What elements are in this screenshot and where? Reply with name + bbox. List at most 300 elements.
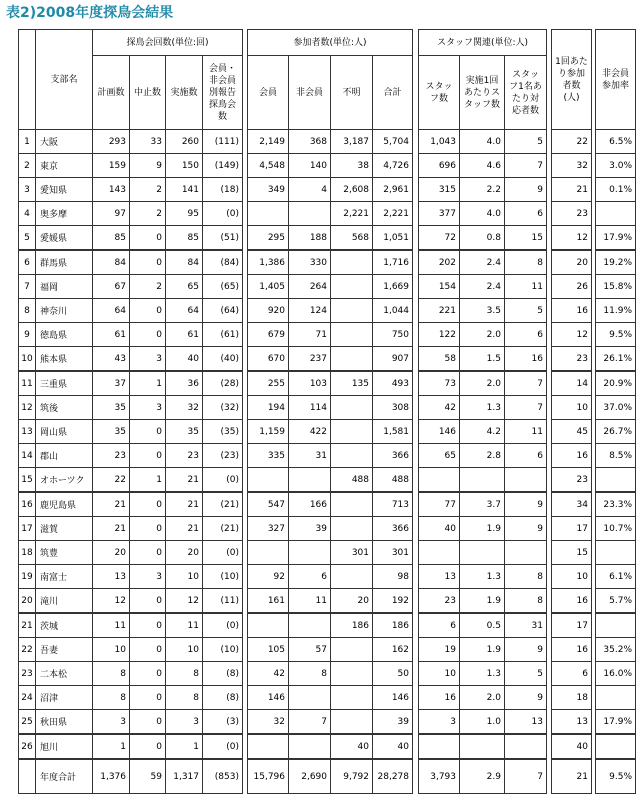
participants-per-staff: 8 xyxy=(505,589,547,614)
table-row xyxy=(19,130,636,154)
avg-participants: 23 xyxy=(552,347,592,372)
planned-count: 1 xyxy=(93,734,130,759)
cancelled-count: 0 xyxy=(130,492,166,517)
cancelled-count: 0 xyxy=(130,444,166,468)
nonmember-rate: 5.7% xyxy=(596,589,636,614)
nonmember-count: 264 xyxy=(289,275,331,299)
staff-count: 23 xyxy=(419,589,460,614)
reported-count: (21) xyxy=(203,492,243,517)
nonmember-count: 114 xyxy=(289,396,331,420)
member-count xyxy=(248,734,289,759)
nonmember-count xyxy=(289,202,331,226)
header-nonmembers: 非会員 xyxy=(289,56,331,130)
unknown-count: 3,187 xyxy=(331,130,373,154)
unknown-count xyxy=(331,492,373,517)
branch-name: 二本松 xyxy=(36,662,93,686)
held-count: 21 xyxy=(166,492,203,517)
nonmember-rate: 11.9% xyxy=(596,299,636,323)
planned-count: 61 xyxy=(93,323,130,347)
member-count xyxy=(248,202,289,226)
member-count: 4,548 xyxy=(248,154,289,178)
reported-count: (61) xyxy=(203,323,243,347)
participant-total: 5,704 xyxy=(373,130,413,154)
row-number: 1 xyxy=(19,130,36,154)
row-number: 11 xyxy=(19,371,36,396)
staff-count: 16 xyxy=(419,686,460,710)
participant-total: 4,726 xyxy=(373,154,413,178)
row-number: 24 xyxy=(19,686,36,710)
unknown-count xyxy=(331,299,373,323)
branch-name: 年度合計 xyxy=(36,759,93,794)
member-count: 255 xyxy=(248,371,289,396)
table-body xyxy=(19,130,636,794)
staff-per-session: 1.5 xyxy=(460,347,505,372)
nonmember-count: 71 xyxy=(289,323,331,347)
participants-per-staff: 6 xyxy=(505,444,547,468)
avg-participants: 23 xyxy=(552,202,592,226)
reported-count: (10) xyxy=(203,638,243,662)
nonmember-rate: 17.9% xyxy=(596,710,636,735)
participants-per-staff: 15 xyxy=(505,226,547,251)
header-members: 会員 xyxy=(248,56,289,130)
avg-participants: 32 xyxy=(552,154,592,178)
cancelled-count: 3 xyxy=(130,565,166,589)
avg-participants: 34 xyxy=(552,492,592,517)
held-count: 12 xyxy=(166,589,203,614)
nonmember-count: 330 xyxy=(289,250,331,275)
cancelled-count: 1 xyxy=(130,468,166,493)
staff-per-session: 1.0 xyxy=(460,710,505,735)
nonmember-count: 11 xyxy=(289,589,331,614)
staff-per-session: 1.3 xyxy=(460,565,505,589)
row-number: 23 xyxy=(19,662,36,686)
staff-per-session xyxy=(460,468,505,493)
participant-total: 50 xyxy=(373,662,413,686)
nonmember-count xyxy=(289,613,331,638)
staff-count: 10 xyxy=(419,662,460,686)
participants-per-staff: 6 xyxy=(505,202,547,226)
table-row xyxy=(19,710,636,735)
member-count: 335 xyxy=(248,444,289,468)
header-reported: 会員・非会員別報告探鳥会数 xyxy=(203,56,243,130)
reported-count: (51) xyxy=(203,226,243,251)
branch-name: 愛知県 xyxy=(36,178,93,202)
reported-count: (40) xyxy=(203,347,243,372)
cancelled-count: 3 xyxy=(130,396,166,420)
nonmember-rate: 8.5% xyxy=(596,444,636,468)
member-count: 15,796 xyxy=(248,759,289,794)
cancelled-count: 0 xyxy=(130,734,166,759)
cancelled-count: 3 xyxy=(130,347,166,372)
branch-name: 沼津 xyxy=(36,686,93,710)
staff-count: 154 xyxy=(419,275,460,299)
member-count: 327 xyxy=(248,517,289,541)
results-table xyxy=(18,29,636,794)
cancelled-count: 2 xyxy=(130,275,166,299)
staff-per-session: 2.8 xyxy=(460,444,505,468)
held-count: 3 xyxy=(166,710,203,735)
row-number: 17 xyxy=(19,517,36,541)
staff-per-session: 1.9 xyxy=(460,517,505,541)
member-count xyxy=(248,541,289,565)
held-count: 35 xyxy=(166,420,203,444)
branch-name: 郡山 xyxy=(36,444,93,468)
table-row xyxy=(19,444,636,468)
unknown-count xyxy=(331,250,373,275)
row-number: 6 xyxy=(19,250,36,275)
staff-count: 146 xyxy=(419,420,460,444)
staff-per-session: 0.8 xyxy=(460,226,505,251)
nonmember-rate: 9.5% xyxy=(596,759,636,794)
avg-participants: 45 xyxy=(552,420,592,444)
held-count: 1,317 xyxy=(166,759,203,794)
branch-name: 愛媛県 xyxy=(36,226,93,251)
held-count: 95 xyxy=(166,202,203,226)
staff-count: 6 xyxy=(419,613,460,638)
participant-total: 750 xyxy=(373,323,413,347)
nonmember-count: 237 xyxy=(289,347,331,372)
table-row xyxy=(19,178,636,202)
participant-total: 907 xyxy=(373,347,413,372)
staff-count: 65 xyxy=(419,444,460,468)
avg-participants: 12 xyxy=(552,226,592,251)
unknown-count xyxy=(331,662,373,686)
staff-count: 202 xyxy=(419,250,460,275)
nonmember-rate: 26.7% xyxy=(596,420,636,444)
reported-count: (11) xyxy=(203,589,243,614)
nonmember-rate: 19.2% xyxy=(596,250,636,275)
participant-total: 1,581 xyxy=(373,420,413,444)
cancelled-count: 9 xyxy=(130,154,166,178)
cancelled-count: 2 xyxy=(130,178,166,202)
nonmember-count: 422 xyxy=(289,420,331,444)
branch-name: 徳島県 xyxy=(36,323,93,347)
unknown-count xyxy=(331,565,373,589)
nonmember-count: 368 xyxy=(289,130,331,154)
staff-per-session: 1.3 xyxy=(460,662,505,686)
header-group-sessions: 探鳥会回数(単位:回) xyxy=(93,30,243,56)
member-count: 42 xyxy=(248,662,289,686)
staff-per-session: 0.5 xyxy=(460,613,505,638)
member-count: 920 xyxy=(248,299,289,323)
participant-total: 39 xyxy=(373,710,413,735)
unknown-count xyxy=(331,275,373,299)
branch-name: 大阪 xyxy=(36,130,93,154)
cancelled-count: 0 xyxy=(130,541,166,565)
nonmember-rate xyxy=(596,468,636,493)
planned-count: 21 xyxy=(93,492,130,517)
cancelled-count: 0 xyxy=(130,589,166,614)
member-count: 1,159 xyxy=(248,420,289,444)
planned-count: 143 xyxy=(93,178,130,202)
unknown-count: 20 xyxy=(331,589,373,614)
nonmember-count: 31 xyxy=(289,444,331,468)
table-row xyxy=(19,541,636,565)
participants-per-staff: 9 xyxy=(505,638,547,662)
reported-count: (3) xyxy=(203,710,243,735)
planned-count: 67 xyxy=(93,275,130,299)
participants-per-staff: 8 xyxy=(505,565,547,589)
participant-total: 1,051 xyxy=(373,226,413,251)
table-row xyxy=(19,250,636,275)
reported-count: (0) xyxy=(203,468,243,493)
header-nonmember-rate: 非会員参加率 xyxy=(596,30,636,130)
staff-per-session: 1.3 xyxy=(460,396,505,420)
member-count: 547 xyxy=(248,492,289,517)
staff-count: 72 xyxy=(419,226,460,251)
participants-per-staff: 7 xyxy=(505,759,547,794)
row-number: 13 xyxy=(19,420,36,444)
participant-total: 1,716 xyxy=(373,250,413,275)
table-row xyxy=(19,299,636,323)
reported-count: (64) xyxy=(203,299,243,323)
branch-name: 吾妻 xyxy=(36,638,93,662)
branch-name: 奥多摩 xyxy=(36,202,93,226)
held-count: 23 xyxy=(166,444,203,468)
cancelled-count: 0 xyxy=(130,420,166,444)
table-row xyxy=(19,154,636,178)
staff-per-session xyxy=(460,541,505,565)
branch-name: 南富士 xyxy=(36,565,93,589)
member-count: 349 xyxy=(248,178,289,202)
staff-per-session: 1.9 xyxy=(460,589,505,614)
cancelled-count: 0 xyxy=(130,299,166,323)
table-row xyxy=(19,492,636,517)
staff-per-session: 2.2 xyxy=(460,178,505,202)
branch-name: 旭川 xyxy=(36,734,93,759)
nonmember-rate: 15.8% xyxy=(596,275,636,299)
header-total: 合計 xyxy=(373,56,413,130)
member-count: 1,405 xyxy=(248,275,289,299)
planned-count: 37 xyxy=(93,371,130,396)
cancelled-count: 0 xyxy=(130,226,166,251)
held-count: 40 xyxy=(166,347,203,372)
participants-per-staff: 11 xyxy=(505,275,547,299)
cancelled-count: 0 xyxy=(130,662,166,686)
planned-count: 8 xyxy=(93,686,130,710)
staff-count: 1,043 xyxy=(419,130,460,154)
planned-count: 35 xyxy=(93,396,130,420)
cancelled-count: 0 xyxy=(130,686,166,710)
cancelled-count: 0 xyxy=(130,250,166,275)
participants-per-staff xyxy=(505,734,547,759)
row-number: 12 xyxy=(19,396,36,420)
branch-name: 秋田県 xyxy=(36,710,93,735)
nonmember-rate xyxy=(596,613,636,638)
total-row xyxy=(19,759,636,794)
nonmember-count xyxy=(289,541,331,565)
reported-count: (84) xyxy=(203,250,243,275)
planned-count: 20 xyxy=(93,541,130,565)
branch-name: 群馬県 xyxy=(36,250,93,275)
held-count: 21 xyxy=(166,517,203,541)
member-count: 105 xyxy=(248,638,289,662)
held-count: 64 xyxy=(166,299,203,323)
header-staff: スタッフ数 xyxy=(419,56,460,130)
branch-name: 筑豊 xyxy=(36,541,93,565)
table-row xyxy=(19,420,636,444)
nonmember-count: 140 xyxy=(289,154,331,178)
row-number: 26 xyxy=(19,734,36,759)
branch-name: 岡山県 xyxy=(36,420,93,444)
staff-count: 377 xyxy=(419,202,460,226)
planned-count: 159 xyxy=(93,154,130,178)
nonmember-rate: 37.0% xyxy=(596,396,636,420)
nonmember-count: 2,690 xyxy=(289,759,331,794)
table-row xyxy=(19,734,636,759)
unknown-count xyxy=(331,420,373,444)
unknown-count xyxy=(331,517,373,541)
cancelled-count: 0 xyxy=(130,517,166,541)
table-row xyxy=(19,662,636,686)
avg-participants: 21 xyxy=(552,759,592,794)
participants-per-staff: 7 xyxy=(505,396,547,420)
planned-count: 35 xyxy=(93,420,130,444)
avg-participants: 15 xyxy=(552,541,592,565)
avg-participants: 14 xyxy=(552,371,592,396)
nonmember-count xyxy=(289,468,331,493)
participant-total: 40 xyxy=(373,734,413,759)
avg-participants: 22 xyxy=(552,130,592,154)
avg-participants: 16 xyxy=(552,444,592,468)
planned-count: 43 xyxy=(93,347,130,372)
unknown-count xyxy=(331,686,373,710)
nonmember-count: 57 xyxy=(289,638,331,662)
header-group-staff: スタッフ関連(単位:人) xyxy=(419,30,547,56)
nonmember-count: 39 xyxy=(289,517,331,541)
reported-count: (0) xyxy=(203,202,243,226)
table-row xyxy=(19,275,636,299)
header-planned: 計画数 xyxy=(93,56,130,130)
member-count: 2,149 xyxy=(248,130,289,154)
staff-per-session: 2.0 xyxy=(460,371,505,396)
avg-participants: 10 xyxy=(552,396,592,420)
participant-total: 146 xyxy=(373,686,413,710)
unknown-count: 568 xyxy=(331,226,373,251)
nonmember-rate: 23.3% xyxy=(596,492,636,517)
cancelled-count: 59 xyxy=(130,759,166,794)
nonmember-rate xyxy=(596,734,636,759)
participants-per-staff: 9 xyxy=(505,178,547,202)
staff-per-session: 3.5 xyxy=(460,299,505,323)
staff-per-session: 4.0 xyxy=(460,202,505,226)
participants-per-staff: 5 xyxy=(505,130,547,154)
avg-participants: 40 xyxy=(552,734,592,759)
participant-total: 2,961 xyxy=(373,178,413,202)
table-row xyxy=(19,396,636,420)
branch-name: 茨城 xyxy=(36,613,93,638)
header-cancelled: 中止数 xyxy=(130,56,166,130)
held-count: 1 xyxy=(166,734,203,759)
participant-total: 493 xyxy=(373,371,413,396)
nonmember-count: 8 xyxy=(289,662,331,686)
branch-name: 東京 xyxy=(36,154,93,178)
reported-count: (111) xyxy=(203,130,243,154)
unknown-count: 2,608 xyxy=(331,178,373,202)
header-avg-per-session: 1回あたり参加者数(人) xyxy=(552,30,592,130)
held-count: 10 xyxy=(166,638,203,662)
planned-count: 12 xyxy=(93,589,130,614)
planned-count: 293 xyxy=(93,130,130,154)
nonmember-count: 188 xyxy=(289,226,331,251)
row-number: 7 xyxy=(19,275,36,299)
staff-per-session: 4.2 xyxy=(460,420,505,444)
staff-count: 3,793 xyxy=(419,759,460,794)
staff-per-session: 2.0 xyxy=(460,323,505,347)
nonmember-rate: 0.1% xyxy=(596,178,636,202)
header-per-staff: スタッフ1名あたり対応者数 xyxy=(505,56,547,130)
staff-count: 42 xyxy=(419,396,460,420)
held-count: 36 xyxy=(166,371,203,396)
staff-count: 13 xyxy=(419,565,460,589)
staff-count: 58 xyxy=(419,347,460,372)
reported-count: (8) xyxy=(203,686,243,710)
participant-total: 28,278 xyxy=(373,759,413,794)
unknown-count xyxy=(331,323,373,347)
branch-name: 熊本県 xyxy=(36,347,93,372)
table-row xyxy=(19,589,636,614)
member-count: 295 xyxy=(248,226,289,251)
staff-per-session: 4.6 xyxy=(460,154,505,178)
avg-participants: 21 xyxy=(552,178,592,202)
reported-count: (0) xyxy=(203,541,243,565)
participants-per-staff: 7 xyxy=(505,371,547,396)
staff-count: 696 xyxy=(419,154,460,178)
participant-total: 301 xyxy=(373,541,413,565)
staff-per-session: 2.0 xyxy=(460,686,505,710)
planned-count: 84 xyxy=(93,250,130,275)
held-count: 20 xyxy=(166,541,203,565)
member-count: 161 xyxy=(248,589,289,614)
unknown-count xyxy=(331,710,373,735)
participants-per-staff: 16 xyxy=(505,347,547,372)
unknown-count: 186 xyxy=(331,613,373,638)
nonmember-rate: 20.9% xyxy=(596,371,636,396)
participants-per-staff: 5 xyxy=(505,662,547,686)
participant-total: 98 xyxy=(373,565,413,589)
header-group-participants: 参加者数(単位:人) xyxy=(248,30,413,56)
row-number: 10 xyxy=(19,347,36,372)
row-number: 18 xyxy=(19,541,36,565)
nonmember-count xyxy=(289,686,331,710)
cancelled-count: 0 xyxy=(130,323,166,347)
cancelled-count: 2 xyxy=(130,202,166,226)
row-number: 25 xyxy=(19,710,36,735)
participant-total: 308 xyxy=(373,396,413,420)
table-title: 表2)2008年度探鳥会結果 xyxy=(6,5,174,21)
staff-per-session: 2.9 xyxy=(460,759,505,794)
unknown-count xyxy=(331,347,373,372)
cancelled-count: 1 xyxy=(130,371,166,396)
staff-count: 40 xyxy=(419,517,460,541)
avg-participants: 23 xyxy=(552,468,592,493)
held-count: 150 xyxy=(166,154,203,178)
held-count: 21 xyxy=(166,468,203,493)
reported-count: (853) xyxy=(203,759,243,794)
reported-count: (35) xyxy=(203,420,243,444)
held-count: 11 xyxy=(166,613,203,638)
unknown-count: 135 xyxy=(331,371,373,396)
held-count: 141 xyxy=(166,178,203,202)
unknown-count: 40 xyxy=(331,734,373,759)
row-number xyxy=(19,759,36,794)
branch-name: オホーツク xyxy=(36,468,93,493)
unknown-count: 301 xyxy=(331,541,373,565)
staff-count: 73 xyxy=(419,371,460,396)
participant-total: 1,044 xyxy=(373,299,413,323)
nonmember-rate: 6.1% xyxy=(596,565,636,589)
cancelled-count: 0 xyxy=(130,613,166,638)
